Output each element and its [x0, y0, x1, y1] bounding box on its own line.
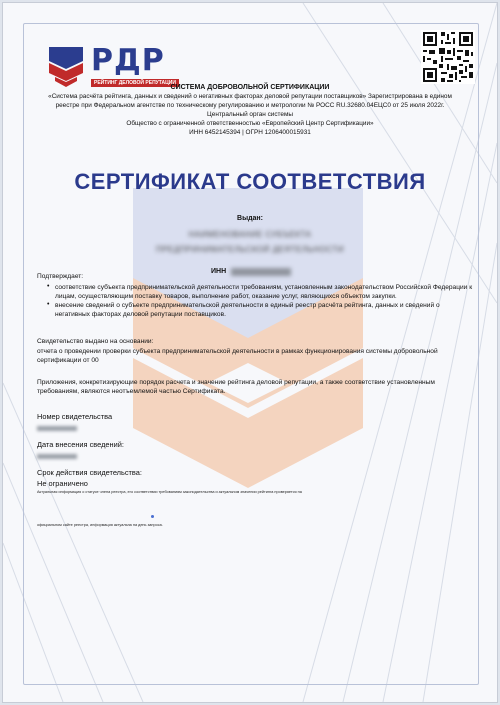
footnote-line-1: Актуальная информация о статусе члена реестра, его соответствии требованиям законодательства и актуальном значении рейтинга проверяется на	[37, 490, 302, 494]
qr-code	[421, 30, 475, 84]
header-description-line-1: «Система расчёта рейтинга, данных и сведений о негативных факторах деловой репутации поставщиков» Зарегистрирована в едином	[48, 93, 452, 100]
validity-label: Срок действия свидетельства:	[37, 468, 142, 477]
issued-label: Выдан:	[237, 215, 263, 222]
issued-inn-label: ИНН	[211, 268, 227, 275]
basis-text: отчета о проведении проверки субъекта предпринимательской деятельности в рамках функционирования системы добровольной сертификации от 00	[37, 348, 438, 364]
certificate-number-label: Номер свидетельства	[37, 412, 113, 421]
validity-value: Не ограничено	[37, 479, 88, 488]
header-description	[43, 92, 457, 110]
certificate-page	[2, 2, 498, 703]
logo-shield-icon	[47, 47, 85, 87]
header-description-line-2: реестре при Федеральном агентстве по техническому регулированию и метрологии № РОСС RU.32680.04ЕЦС0 от 25 июля 2022г.	[55, 102, 445, 109]
footnote-line-2: официальном сайте реестра, информация актуальна на день запроса.	[37, 523, 163, 527]
confirms-item-1: соответствие субъекта предпринимательской деятельности требованиям, установленным законодательством Российской Федерации к лицам, осуществляющим поставку товаров, выполнение работ, оказание услуг, являющихся объектом закупки.	[55, 284, 473, 300]
issued-name-line-1: НАИМЕНОВАНИЕ СУБЪЕКТА	[188, 230, 312, 239]
header-inn-ogrn: ИНН 6452145394 | ОГРН 1206400015931	[189, 129, 311, 136]
logo-text: РДР	[91, 43, 165, 78]
appendix-text: Приложения, конкретизирующие порядок расчета и значение рейтинга деловой репутации, а также соответствие установленным требованиям, являются неотъемлемой частью Сертификата.	[37, 379, 435, 395]
header-central-body: Центральный орган системы	[207, 111, 293, 118]
certificate-number-redacted	[37, 426, 77, 431]
confirms-label: Подтверждает:	[37, 273, 84, 280]
bullet-icon: •	[47, 283, 50, 290]
confirms-item-2: внесение сведений о субъекте предпринимательской деятельности в единый реестр расчёта рейтинга, данных и сведений о негативных факторах деловой репутации поставщиков.	[55, 302, 440, 318]
issued-inn-redacted	[231, 268, 291, 276]
basis-label: Свидетельство выдано на основании:	[37, 338, 154, 345]
dot-icon	[151, 515, 154, 518]
page-title: СЕРТИФИКАТ СООТВЕТСТВИЯ	[74, 169, 426, 194]
issued-name-line-2: ПРЕДПРИНИМАТЕЛЬСКОЙ ДЕЯТЕЛЬНОСТИ	[155, 245, 345, 254]
date-entry-label: Дата внесения сведений:	[37, 440, 124, 449]
header-organization: Общество с ограниченной ответственностью «Европейский Центр Сертификации»	[126, 120, 374, 127]
bullet-icon: •	[47, 301, 50, 308]
header-system: СИСТЕМА ДОБРОВОЛЬНОЙ СЕРТИФИКАЦИИ	[170, 84, 330, 91]
date-entry-redacted	[37, 454, 77, 459]
logo-subtitle: РЕЙТИНГ ДЕЛОВОЙ РЕПУТАЦИИ	[91, 79, 179, 87]
